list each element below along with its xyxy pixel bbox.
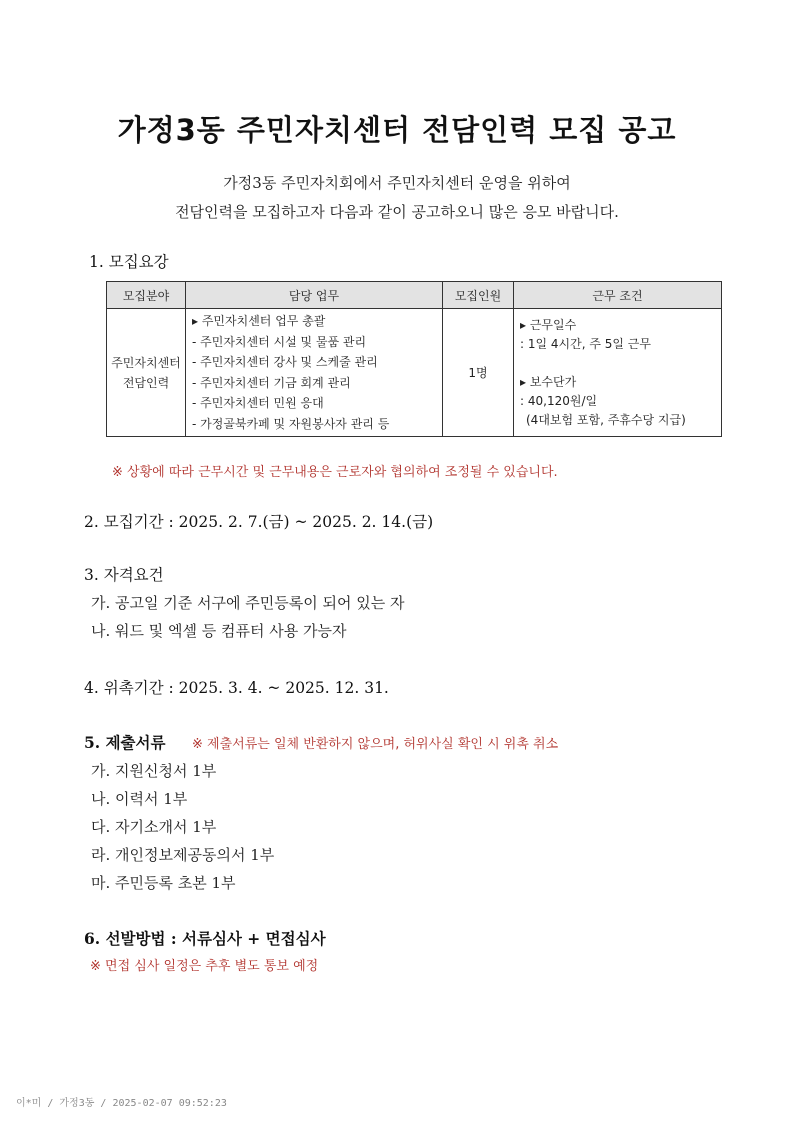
pay-value: : 40,120원/일 (520, 393, 598, 408)
section-3-heading: 3. 자격요건 (84, 566, 164, 584)
intro-line-1: 가정3동 주민자치회에서 주민자치센터 운영을 위하여 (223, 174, 571, 192)
section-6-value: : 서류심사 + 면접심사 (165, 929, 326, 948)
duty-item: ▸ 주민자치센터 업무 총괄 (192, 314, 326, 328)
document-item: 다. 자기소개서 1부 (91, 818, 217, 836)
qualification-item: 나. 워드 및 엑셀 등 컴퓨터 사용 가능자 (91, 622, 347, 640)
document-item: 마. 주민등록 초본 1부 (91, 874, 236, 892)
conditions-cell (514, 309, 722, 437)
section-4-heading: 4. 위촉기간 (84, 679, 164, 697)
section-6 (84, 927, 326, 949)
duty-item: - 가정골북카페 및 자원봉사자 관리 등 (192, 416, 390, 431)
pay-label: ▸ 보수단가 (520, 374, 577, 389)
header-conditions: 근무 조건 (514, 282, 722, 309)
count-cell: 1명 (443, 309, 514, 437)
field-line-1: 주민자치센터 (111, 355, 181, 370)
table-header-row (107, 282, 722, 309)
section-1-heading: 1. 모집요강 (89, 253, 169, 271)
section-2 (84, 510, 433, 532)
field-line-2: 전담인력 (122, 375, 170, 390)
intro-line-2: 전담인력을 모집하고자 다음과 같이 공고하오니 많은 응모 바랍니다. (175, 203, 619, 221)
section-6-heading: 6. 선발방법 (84, 929, 166, 948)
table-row (107, 309, 722, 437)
recruitment-table (106, 281, 722, 437)
qualification-item: 가. 공고일 기준 서구에 주민등록이 되어 있는 자 (91, 594, 405, 612)
pay-note: (4대보험 포함, 주휴수당 지급) (526, 412, 686, 427)
header-duties: 담당 업무 (186, 282, 443, 309)
section-1-note: ※ 상황에 따라 근무시간 및 근무내용은 근로자와 협의하여 조정될 수 있습니다. (112, 465, 558, 480)
work-days-label: ▸ 근무일수 (520, 317, 577, 332)
section-2-value: : 2025. 2. 7.(금) ~ 2025. 2. 14.(금) (163, 513, 434, 531)
section-4-value: : 2025. 3. 4. ~ 2025. 12. 31. (163, 679, 389, 697)
work-days-value: : 1일 4시간, 주 5일 근무 (520, 336, 651, 351)
document-item: 가. 지원신청서 1부 (91, 762, 217, 780)
duty-item: - 주민자치센터 기금 회계 관리 (192, 375, 351, 390)
section-5-heading-text: 5. 제출서류 (84, 733, 166, 752)
field-cell (107, 309, 186, 437)
section-5-heading (84, 731, 165, 753)
header-count: 모집인원 (443, 282, 514, 309)
section-5-note: ※ 제출서류는 일체 반환하지 않으며, 허위사실 확인 시 위촉 취소 (192, 737, 559, 752)
document-item: 라. 개인정보제공동의서 1부 (91, 846, 275, 864)
duty-item: - 주민자치센터 강사 및 스케줄 관리 (192, 355, 378, 369)
document-item: 나. 이력서 1부 (91, 790, 188, 808)
duties-cell (186, 309, 443, 437)
section-2-heading: 2. 모집기간 (84, 513, 164, 531)
section-4 (84, 676, 389, 698)
section-6-note: ※ 면접 심사 일정은 추후 별도 통보 예정 (90, 959, 319, 974)
duty-item: - 주민자치센터 시설 및 물품 관리 (192, 334, 367, 349)
document-title: 가정3동 주민자치센터 전담인력 모집 공고 (117, 113, 677, 147)
footer-stamp: 이*미 / 가정3동 / 2025-02-07 09:52:23 (16, 1098, 227, 1109)
header-field: 모집분야 (107, 282, 186, 309)
duty-item: - 주민자치센터 민원 응대 (192, 396, 324, 410)
